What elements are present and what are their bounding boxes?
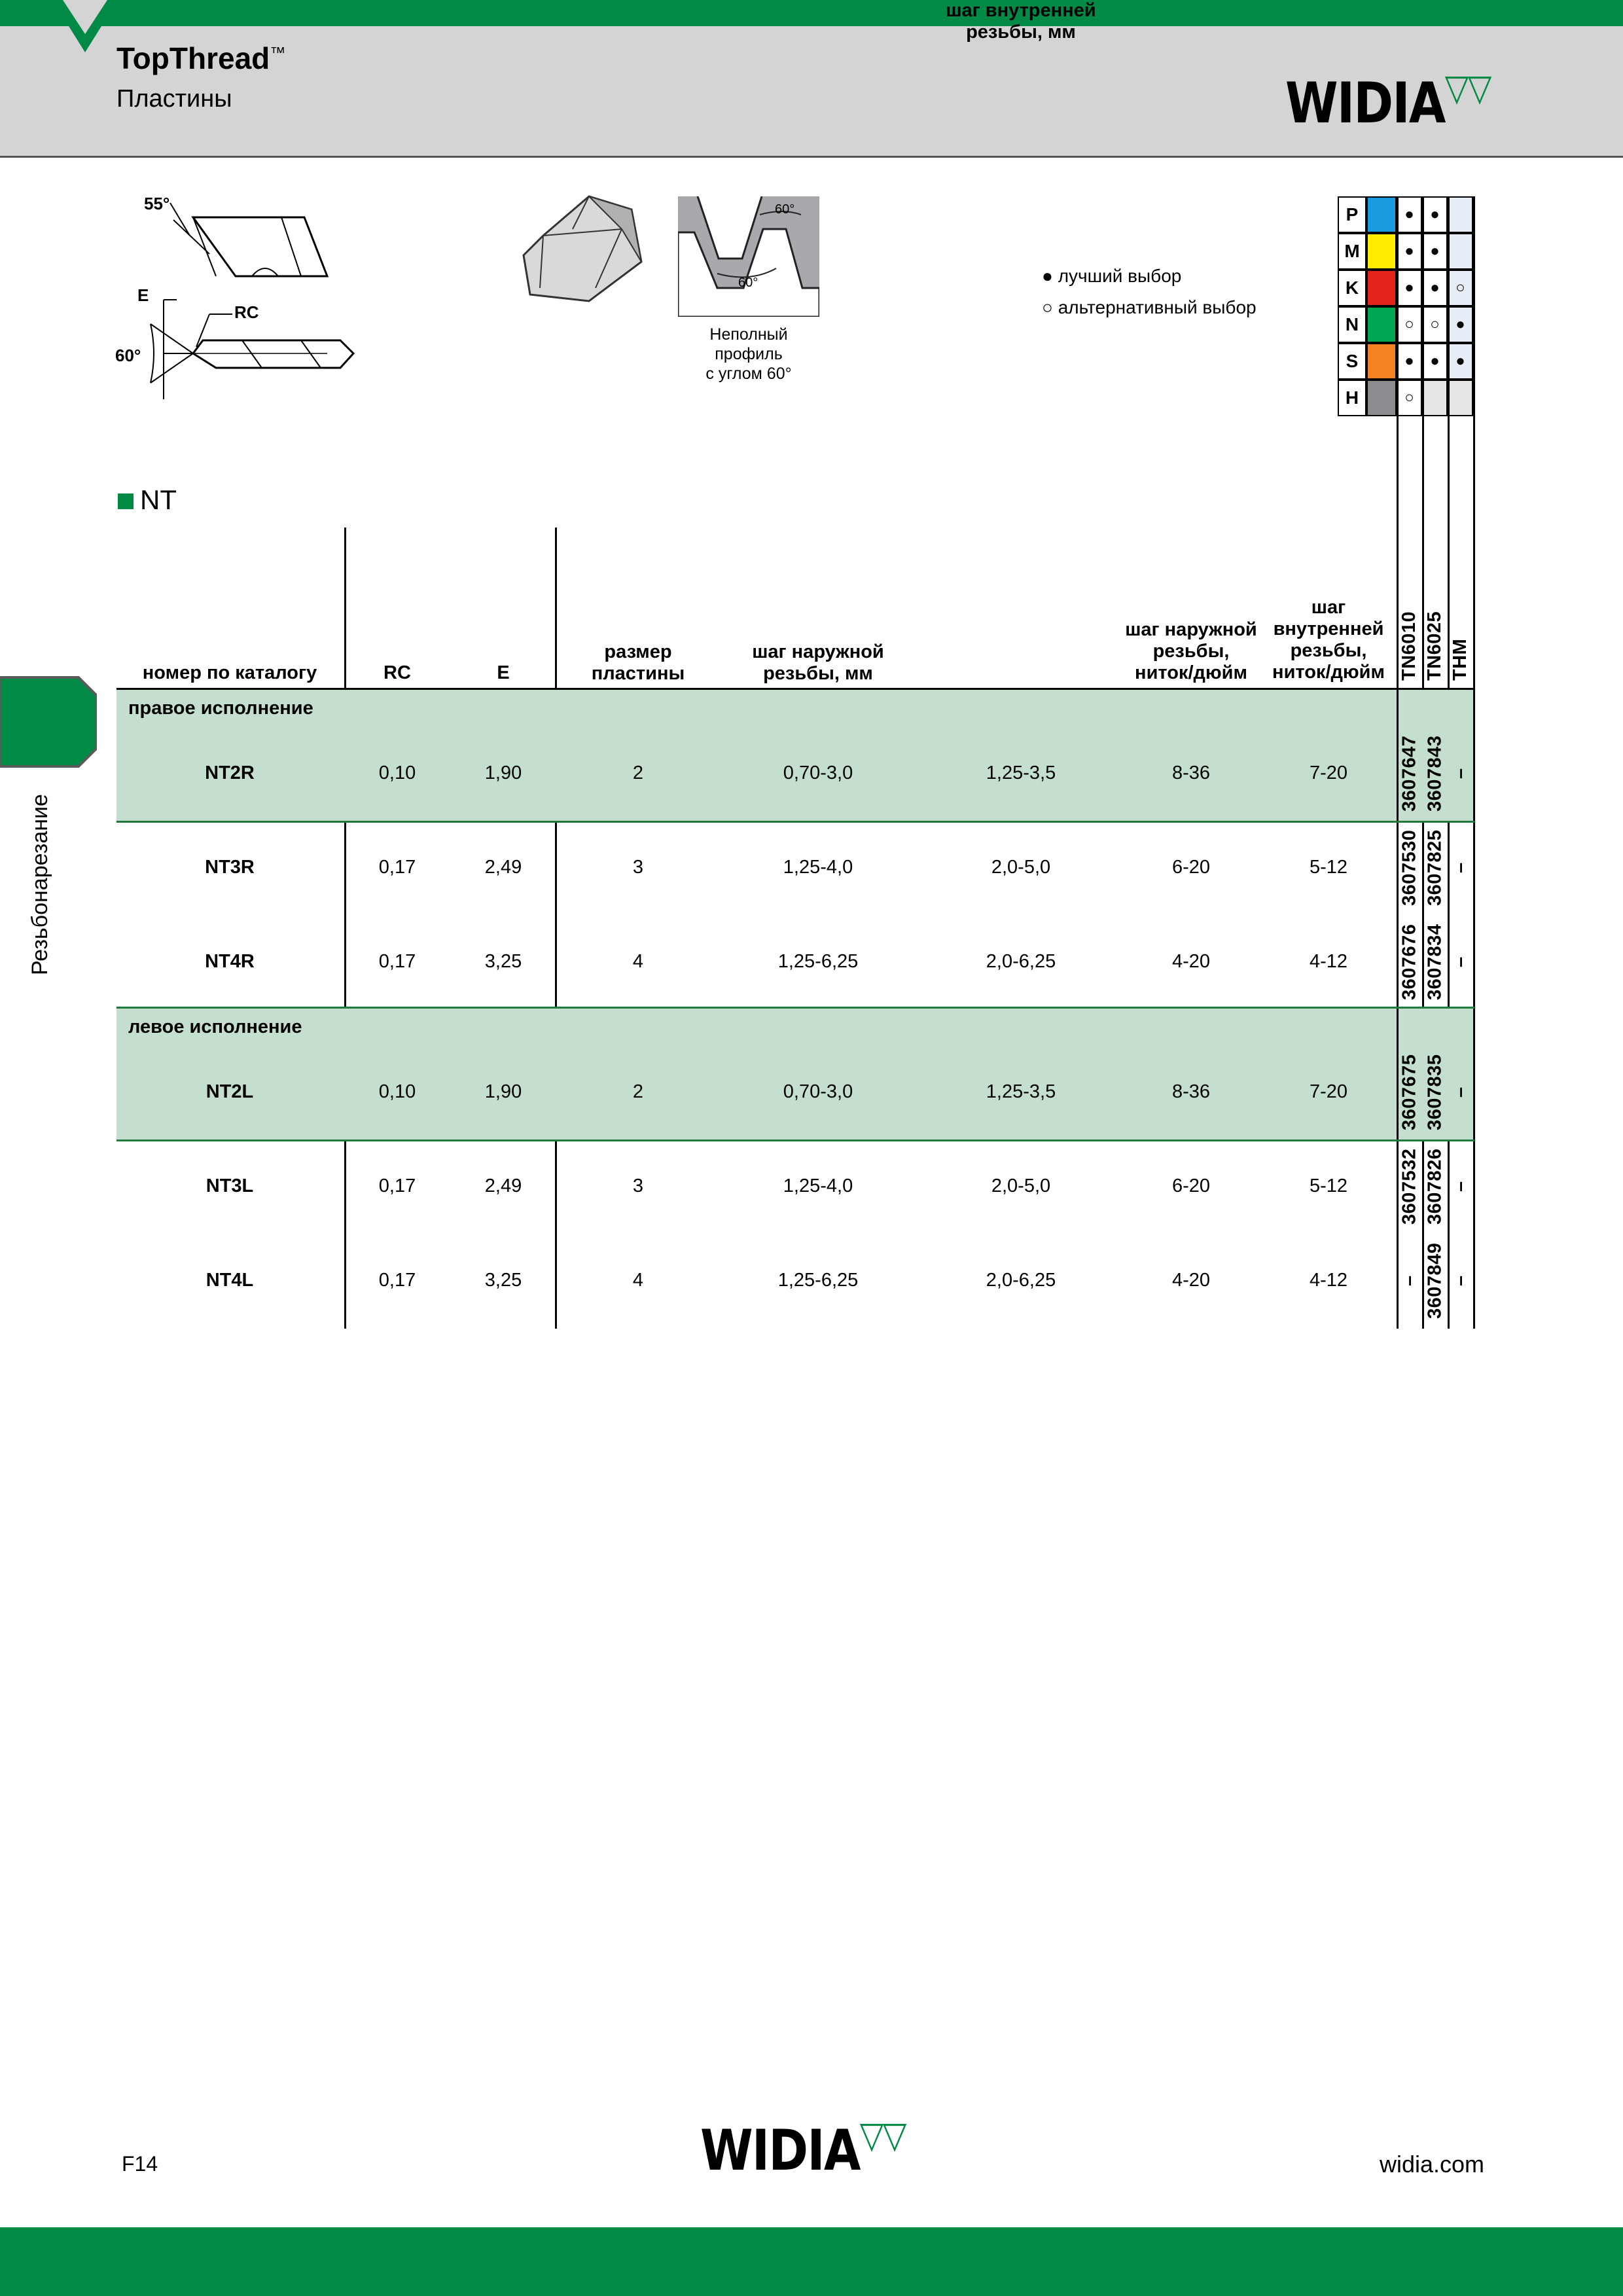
cell-grade-3: – [1450,956,1471,968]
logo-text: WIDIA [700,2118,860,2183]
footer-url[interactable]: widia.com [1380,2151,1485,2178]
table-row [0,726,1623,821]
header-line: резьбы, мм [966,22,1076,43]
cell-ext-mm: 0,70-3,0 [783,1081,853,1102]
cell-int-mm: 1,25-3,5 [986,762,1056,783]
cell-grade-1: 3607675 [1399,1054,1420,1131]
cell-grade-1: 3607676 [1399,924,1420,1001]
header-line: шаг внутренней [946,0,1096,21]
group-top-rule [116,1007,1474,1009]
material-code: S [1338,343,1366,380]
material-code: K [1338,270,1366,306]
grade-thm-header: THM [1450,638,1471,681]
cell-e: 2,49 [484,857,522,878]
material-color-swatch [1366,196,1397,233]
bottom-accent-bar [0,2227,1623,2296]
cell-ext-mm: 1,25-4,0 [783,1175,853,1196]
hollow-dot-icon: ○ [1042,297,1053,317]
table-row [0,915,1623,1009]
top-accent-bar [0,0,1623,26]
col-ext-tpi-header [1113,619,1270,684]
legend-best [1042,266,1181,287]
cell-catalog: NT4L [205,1270,254,1291]
cell-size: 4 [632,951,644,972]
cell-ext-mm: 0,70-3,0 [783,762,853,783]
cell-size: 4 [632,1270,644,1291]
header-line: шаг наружной [1125,619,1257,640]
page-title: TopThread™ [116,41,286,75]
col-size-header [576,641,700,685]
cell-int-mm: 2,0-5,0 [991,857,1051,878]
table-row [0,821,1623,915]
cell-catalog: NT3R [205,857,255,878]
header-line: ниток/дюйм [1272,662,1385,683]
cell-e: 3,25 [484,1270,522,1291]
cell-rc: 0,17 [378,1175,416,1196]
material-color-swatch [1366,380,1397,416]
header-logo [1285,67,1491,136]
cell-ext-tpi: 6-20 [1171,857,1211,878]
cell-int-tpi: 5-12 [1309,1175,1348,1196]
footer-logo [700,2114,906,2183]
material-grade-mark: ● [1397,196,1422,233]
cell-ext-tpi: 6-20 [1171,1175,1211,1196]
material-code: M [1338,233,1366,270]
cell-catalog: NT2L [205,1081,254,1102]
cell-ext-tpi: 4-20 [1171,1270,1211,1291]
legend-best-label: лучший выбор [1058,266,1182,286]
cell-size: 3 [632,857,644,878]
legend-alternative-label: альтернативный выбор [1058,297,1257,317]
logo-mark-icon: ▽▽ [859,2114,906,2157]
col-int-tpi-header [1263,597,1394,683]
cell-e: 1,90 [484,762,522,783]
cell-int-tpi: 7-20 [1309,1081,1348,1102]
col-e-header: E [497,662,510,683]
side-tab-label: Резьбонарезание [27,794,52,975]
material-color-swatch [1366,270,1397,306]
section-title: NT [140,484,177,515]
profile-caption-line: профиль [715,345,783,363]
angle-55-label: 55° [144,194,170,213]
cell-rc: 0,10 [378,1081,416,1102]
header-line: шаг наружной [752,641,884,662]
logo-text: WIDIA [1285,71,1445,136]
cell-int-mm: 2,0-5,0 [991,1175,1051,1196]
cell-ext-mm: 1,25-6,25 [777,951,859,972]
insert-3d-icon [517,190,648,308]
cell-int-tpi: 4-12 [1309,1270,1348,1291]
angle-60-label: 60° [115,346,141,365]
material-grade-mark: ○ [1448,270,1473,306]
material-color-swatch [1366,343,1397,380]
material-grade-mark [1448,196,1473,233]
cell-grade-2: 3607834 [1424,924,1446,1001]
cell-rc: 0,17 [378,1270,416,1291]
cell-rc: 0,17 [378,951,416,972]
cell-int-tpi: 5-12 [1309,857,1348,878]
cell-ext-tpi: 8-36 [1171,762,1211,783]
cell-grade-3: – [1450,1275,1471,1287]
cell-size: 3 [632,1175,644,1196]
cell-grade-2: 3607825 [1424,829,1446,906]
cell-int-mm: 1,25-3,5 [986,1081,1056,1102]
material-grade-mark: ● [1422,343,1448,380]
dimension-e-label: E [137,285,149,305]
section-square-icon [118,493,134,509]
group-label: правое исполнение [128,698,313,719]
material-code: P [1338,196,1366,233]
insert-geometry-diagram [111,190,360,399]
cell-rc: 0,17 [378,857,416,878]
material-color-swatch [1366,306,1397,343]
cell-grade-1: – [1399,1275,1420,1287]
filled-dot-icon: ● [1042,266,1053,286]
cell-grade-2: 3607849 [1424,1242,1446,1319]
cell-grade-2: 3607835 [1424,1054,1446,1131]
cell-catalog: NT4R [205,951,255,972]
material-grade-mark: ● [1397,233,1422,270]
material-grade-mark: ● [1422,196,1448,233]
cell-ext-tpi: 4-20 [1171,951,1211,972]
page-number: F14 [122,2152,158,2176]
material-color-swatch [1366,233,1397,270]
grade-tn6025-header: TN6025 [1424,611,1445,681]
grade-tn6010-header: TN6010 [1399,611,1419,681]
group-label: левое исполнение [128,1016,302,1037]
material-code: H [1338,380,1366,416]
legend-alternative [1042,297,1257,318]
material-grade-mark: ○ [1397,306,1422,343]
material-grade-mark: ● [1422,270,1448,306]
cell-grade-1: 3607647 [1399,735,1420,812]
header-line: внутренней [1273,619,1384,639]
cell-grade-2: 3607843 [1424,735,1446,812]
cell-ext-mm: 1,25-4,0 [783,857,853,878]
cell-e: 1,90 [484,1081,522,1102]
header-line: резьбы, [1152,641,1230,662]
material-code: N [1338,306,1366,343]
cell-e: 2,49 [484,1175,522,1196]
profile-caption [678,325,819,384]
cell-grade-3: – [1450,1086,1471,1098]
col-catalog-header: номер по каталогу [142,662,317,683]
cell-grade-3: – [1450,1181,1471,1193]
cell-grade-2: 3607826 [1424,1148,1446,1225]
material-grade-mark [1448,380,1473,416]
profile-caption-line: Неполный [709,325,788,344]
col-int-mm-header [929,0,1113,43]
cell-int-mm: 2,0-6,25 [986,1270,1056,1291]
page-subtitle: Пластины [116,85,232,113]
header-line: шаг [1311,597,1346,618]
material-grade-mark: ○ [1397,380,1422,416]
header-line: пластины [591,663,685,684]
cell-int-tpi: 4-12 [1309,951,1348,972]
header-line: резьбы, мм [763,663,873,684]
cell-grade-3: – [1450,862,1471,874]
header-line: размер [604,641,672,662]
cell-grade-3: – [1450,768,1471,780]
material-grade-mark: ● [1422,233,1448,270]
col-ext-mm-header [726,641,910,685]
material-grade-mark: ● [1448,343,1473,380]
table-row [0,1234,1623,1328]
profile-angle-bottom: 60° [738,276,758,290]
cell-grade-1: 3607530 [1399,829,1420,906]
material-grade-mark: ● [1397,343,1422,380]
material-grade-mark: ● [1397,270,1422,306]
table-row [0,1139,1623,1234]
cell-grade-1: 3607532 [1399,1148,1420,1225]
trademark-symbol: ™ [270,44,286,62]
cell-int-tpi: 7-20 [1309,762,1348,783]
cell-ext-mm: 1,25-6,25 [777,1270,859,1291]
material-grade-mark [1422,380,1448,416]
cell-catalog: NT3L [205,1175,254,1196]
logo-mark-icon: ▽▽ [1444,67,1491,109]
material-grade-mark [1448,233,1473,270]
header-line: ниток/дюйм [1135,662,1247,683]
col-rc-header: RC [383,662,411,683]
profile-angle-top: 60° [775,202,795,217]
material-grade-mark: ● [1448,306,1473,343]
cell-ext-tpi: 8-36 [1171,1081,1211,1102]
cell-catalog: NT2R [205,762,255,783]
profile-caption-line: с углом 60° [705,365,792,383]
cell-int-mm: 2,0-6,25 [986,951,1056,972]
table-row [0,1045,1623,1139]
cell-e: 3,25 [484,951,522,972]
header-line: резьбы, [1290,640,1367,661]
header-notch-inner [63,0,107,34]
cell-rc: 0,10 [378,762,416,783]
thread-profile-diagram [678,196,819,317]
cell-size: 2 [632,762,644,783]
material-grade-mark: ○ [1422,306,1448,343]
cell-size: 2 [632,1081,644,1102]
dimension-rc-label: RC [234,302,259,322]
